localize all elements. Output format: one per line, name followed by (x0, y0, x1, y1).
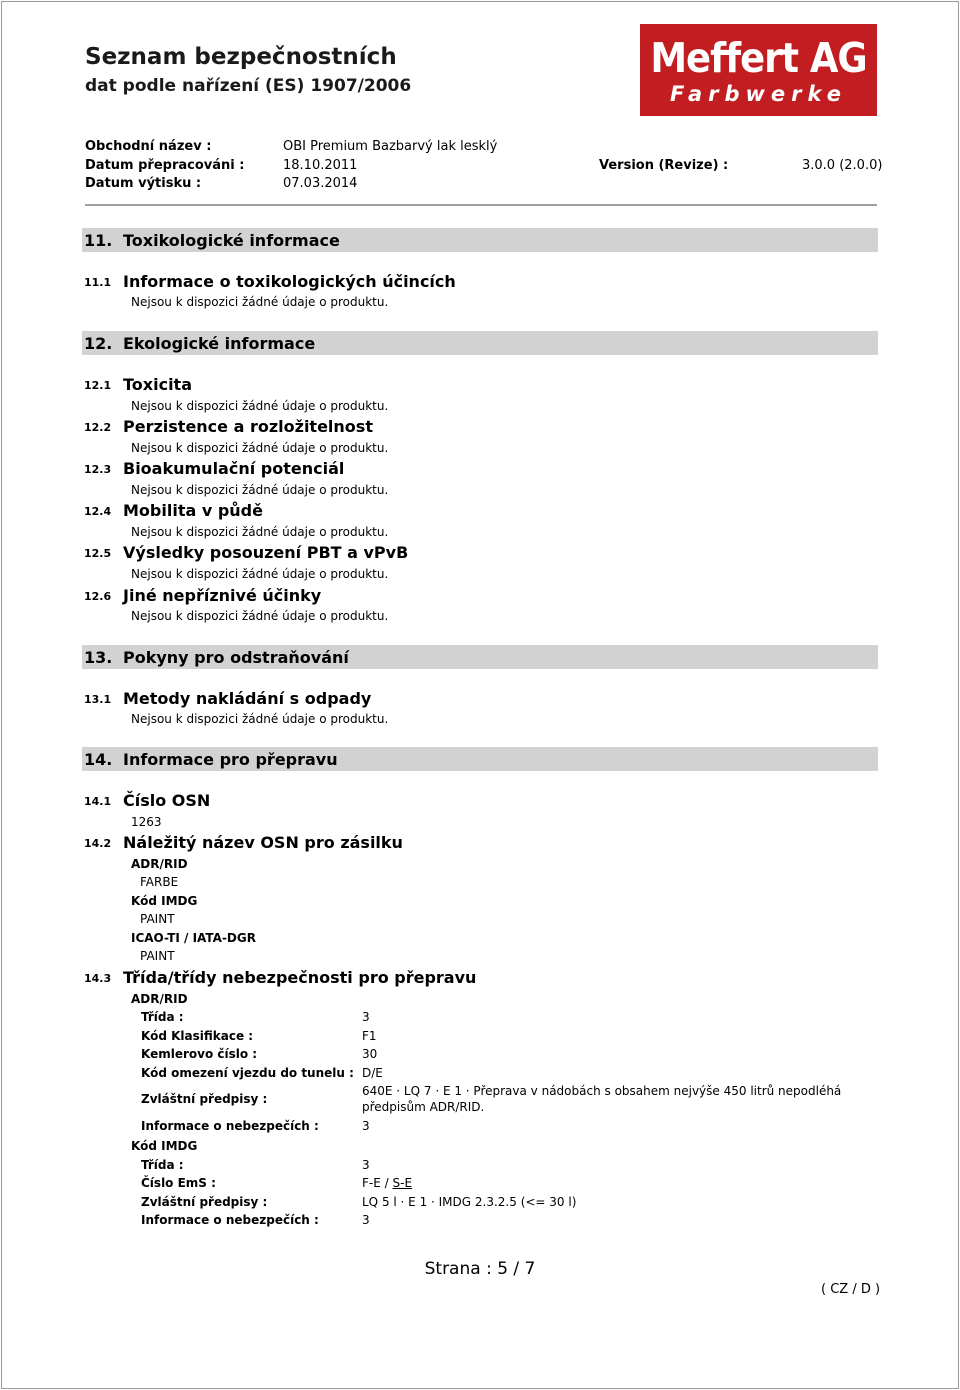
subsection-text: Nejsou k dispozici žádné údaje o produktu. (131, 295, 389, 309)
subsection-title: Třída/třídy nebezpečnosti pro přepravu (123, 968, 477, 987)
ems-number-value (362, 1176, 412, 1190)
subsection-number: 13.1 (84, 693, 112, 706)
print-date-value: 07.03.2014 (283, 176, 358, 191)
special-provisions-value-line1: 640E · LQ 7 · E 1 · Přeprava v nádobách s obsahem nejvýše 450 litrů nepodléhá (362, 1084, 842, 1098)
version-value: 3.0.0 (2.0.0) (802, 158, 883, 173)
section-title: Pokyny pro odstraňování (123, 648, 349, 667)
adr-rid-label: ADR/RID (131, 992, 188, 1006)
revision-date-value: 18.10.2011 (283, 158, 358, 173)
trade-name-value: OBI Premium Bazbarvý lak lesklý (283, 139, 498, 154)
section-number: 14. (84, 750, 113, 769)
logo-tagline: Farbwerke (670, 82, 847, 106)
special-provisions-value-line2: předpisům ADR/RID. (362, 1100, 485, 1114)
section-14-header (82, 747, 878, 771)
trade-name-label: Obchodní název : (85, 139, 212, 154)
section-13-header (82, 645, 878, 669)
subsection-text: Nejsou k dispozici žádné údaje o produktu. (131, 609, 389, 623)
subsection-number: 14.2 (84, 837, 112, 850)
ems-number-label: Číslo EmS : (141, 1176, 216, 1190)
classification-code-label: Kód Klasifikace : (141, 1029, 254, 1043)
section-12-header (82, 331, 878, 355)
tunnel-code-value: D/E (362, 1066, 383, 1080)
ems-separator: / (380, 1176, 393, 1190)
hazard-info-value: 3 (362, 1213, 370, 1227)
subsection-number: 12.6 (84, 590, 112, 603)
icao-value: PAINT (140, 949, 175, 963)
subsection-title: Perzistence a rozložitelnost (123, 417, 373, 436)
locale-indicator: ( CZ / D ) (821, 1282, 881, 1297)
section-title: Informace pro přepravu (123, 750, 338, 769)
hazard-info-label: Informace o nebezpečích : (141, 1119, 319, 1133)
subsection-title: Toxicita (123, 375, 192, 394)
imdg-label: Kód IMDG (131, 894, 198, 908)
section-number: 13. (84, 648, 113, 667)
subsection-title: Jiné nepříznivé účinky (123, 586, 322, 605)
adr-rid-label: ADR/RID (131, 857, 188, 871)
ems-spillage-link[interactable]: S-E (392, 1176, 413, 1190)
tunnel-code-label: Kód omezení vjezdu do tunelu : (141, 1066, 354, 1080)
subsection-text: Nejsou k dispozici žádné údaje o produktu. (131, 712, 389, 726)
kemler-number-value: 30 (362, 1047, 378, 1061)
subsection-text: Nejsou k dispozici žádné údaje o produktu. (131, 399, 389, 413)
company-logo (640, 24, 877, 116)
print-date-label: Datum výtisku : (85, 176, 202, 191)
class-value: 3 (362, 1158, 370, 1172)
subsection-number: 14.1 (84, 795, 112, 808)
header-divider (85, 204, 877, 206)
subsection-number: 12.2 (84, 421, 112, 434)
section-11-header (82, 228, 878, 252)
hazard-info-value: 3 (362, 1119, 370, 1133)
subsection-number: 12.5 (84, 547, 112, 560)
subsection-title: Bioakumulační potenciál (123, 459, 345, 478)
section-number: 12. (84, 334, 113, 353)
subsection-text: Nejsou k dispozici žádné údaje o produktu. (131, 525, 389, 539)
special-provisions-value: LQ 5 l · E 1 · IMDG 2.3.2.5 (<= 30 l) (362, 1195, 577, 1209)
subsection-text: Nejsou k dispozici žádné údaje o produktu. (131, 567, 389, 581)
classification-code-value: F1 (362, 1029, 377, 1043)
page-number: Strana : 5 / 7 (424, 1259, 536, 1279)
subsection-number: 14.3 (84, 972, 112, 985)
adr-rid-value: FARBE (140, 875, 179, 889)
subsection-number: 12.3 (84, 463, 112, 476)
section-title: Toxikologické informace (123, 231, 340, 250)
subsection-number: 12.4 (84, 505, 112, 518)
class-value: 3 (362, 1010, 370, 1024)
section-title: Ekologické informace (123, 334, 316, 353)
subsection-number: 11.1 (84, 276, 112, 289)
subsection-number: 12.1 (84, 379, 112, 392)
icao-label: ICAO-TI / IATA-DGR (131, 931, 256, 945)
special-provisions-label: Zvláštní předpisy : (141, 1195, 268, 1209)
subsection-title: Výsledky posouzení PBT a vPvB (123, 543, 409, 562)
imdg-value: PAINT (140, 912, 175, 926)
logo-name: Meffert AG (650, 34, 867, 82)
revision-date-label: Datum přepracováni : (85, 158, 245, 173)
document-subtitle: dat podle nařízení (ES) 1907/2006 (85, 76, 412, 96)
subsection-title: Metody nakládání s odpady (123, 689, 372, 708)
class-label: Třída : (141, 1158, 184, 1172)
class-label: Třída : (141, 1010, 184, 1024)
un-number-value: 1263 (131, 815, 162, 829)
kemler-number-label: Kemlerovo číslo : (141, 1047, 258, 1061)
hazard-info-label: Informace o nebezpečích : (141, 1213, 319, 1227)
special-provisions-label: Zvláštní předpisy : (141, 1092, 268, 1106)
subsection-title: Mobilita v půdě (123, 501, 263, 520)
subsection-text: Nejsou k dispozici žádné údaje o produktu. (131, 441, 389, 455)
subsection-title: Náležitý název OSN pro zásilku (123, 833, 403, 852)
subsection-title: Číslo OSN (123, 791, 211, 810)
document-title: Seznam bezpečnostních (85, 44, 397, 70)
section-number: 11. (84, 231, 113, 250)
subsection-text: Nejsou k dispozici žádné údaje o produktu. (131, 483, 389, 497)
imdg-label: Kód IMDG (131, 1139, 198, 1153)
version-label: Version (Revize) : (599, 158, 729, 173)
subsection-title: Informace o toxikologických účincích (123, 272, 456, 291)
ems-fire: F-E (362, 1176, 381, 1190)
